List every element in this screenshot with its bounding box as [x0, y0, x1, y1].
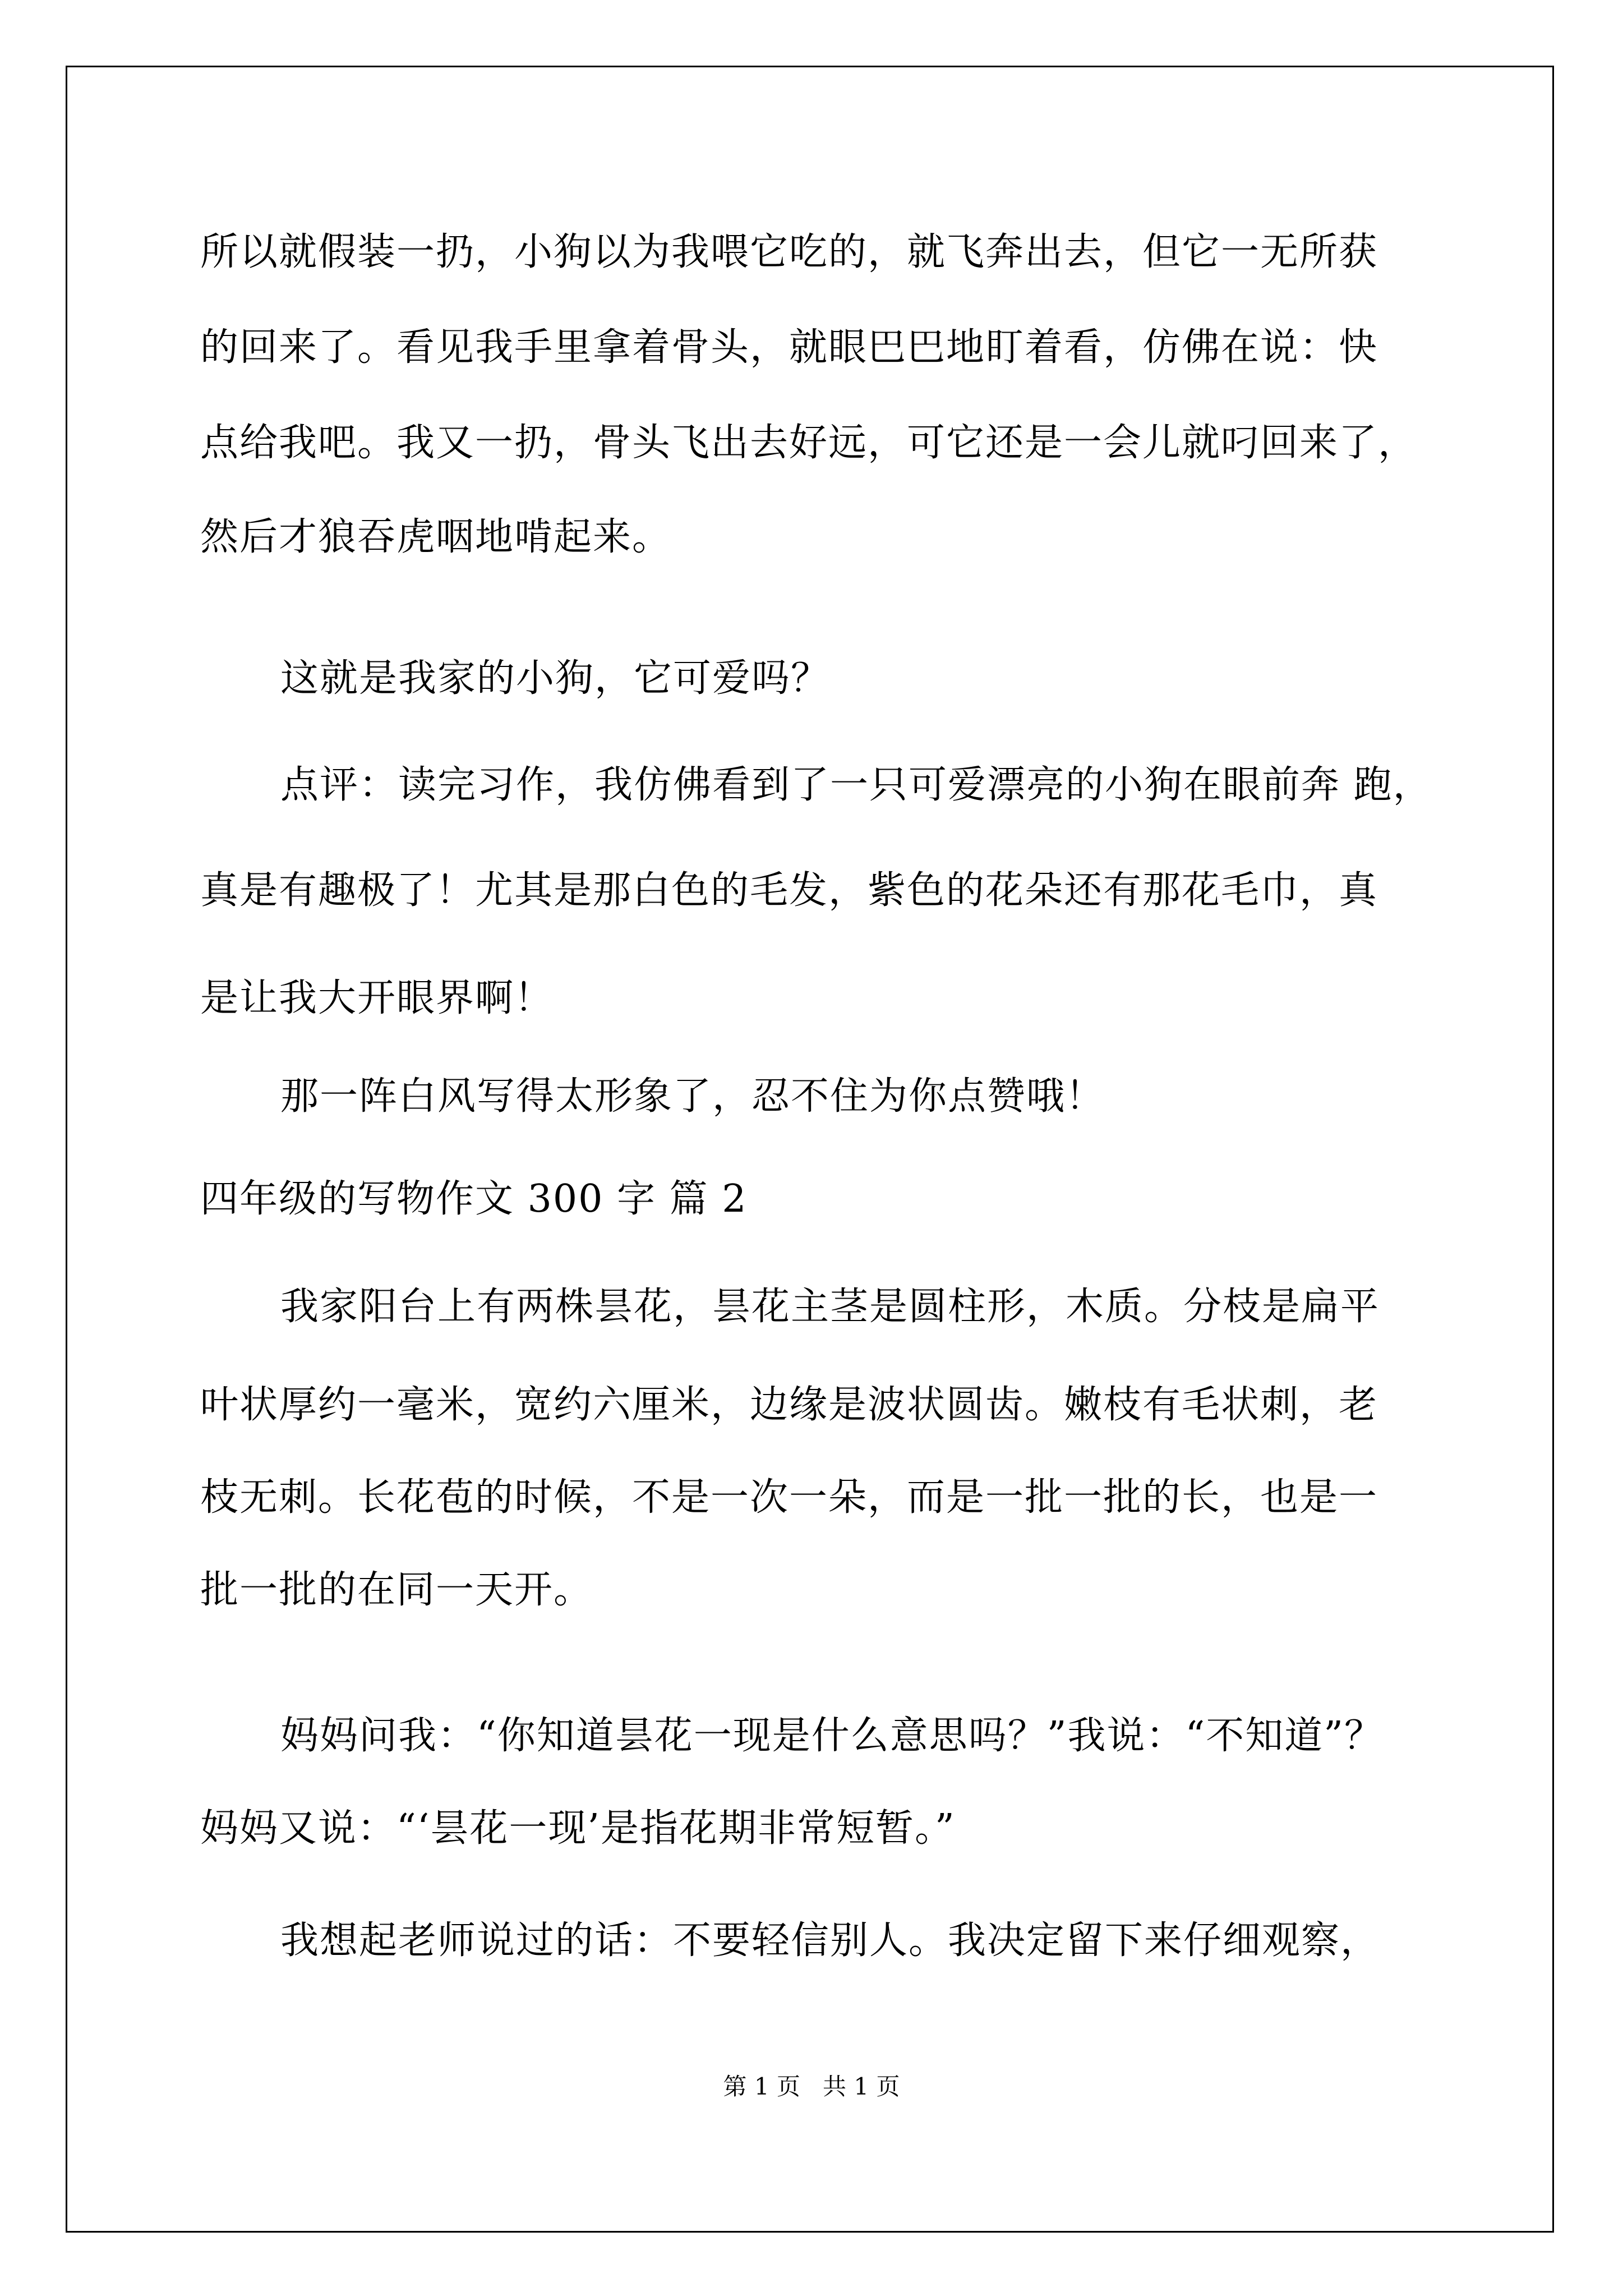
page-footer: 第 1 页 共 1 页: [723, 2073, 900, 2100]
body-text-line: 批一批的在同一天开。: [200, 1568, 593, 1612]
paragraph-first-line: 我想起老师说过的话：不要轻信别人。我决定留下来仔细观察，: [280, 1918, 1380, 1963]
body-text-line: 然后才狼吞虎咽地啃起来。: [200, 515, 672, 559]
body-text-line: 真是有趣极了！尤其是那白色的毛发，紫色的花朵还有那花毛巾，真: [200, 868, 1378, 913]
body-text-line: 所以就假装一扔，小狗以为我喂它吃的，就飞奔出去，但它一无所获: [200, 230, 1378, 274]
body-text-line: 点给我吧。我又一扔，骨头飞出去好远，可它还是一会儿就叼回来了，: [200, 421, 1418, 465]
body-text-line: 的回来了。看见我手里拿着骨头，就眼巴巴地盯着看，仿佛在说：快: [200, 325, 1378, 370]
page-border: [66, 66, 1554, 2233]
paragraph-first-line: 这就是我家的小狗，它可爱吗？: [280, 656, 831, 701]
body-text-line: 叶状厚约一毫米，宽约六厘米，边缘是波状圆齿。嫩枝有毛状刺，老: [200, 1383, 1378, 1427]
paragraph-first-line: 我家阳台上有两株昙花，昙花主茎是圆柱形，木质。分枝是扁平: [280, 1285, 1380, 1329]
paragraph-first-line: 妈妈问我：“你知道昙花一现是什么意思吗？”我说：“不知道”？: [280, 1714, 1384, 1758]
body-text-line: 是让我大开眼界啊！: [200, 976, 554, 1020]
paragraph-first-line: 那一阵白风写得太形象了，忍不住为你点赞哦！: [280, 1074, 1105, 1119]
body-text-line: 枝无刺。长花苞的时候，不是一次一朵，而是一批一批的长，也是一: [200, 1475, 1378, 1520]
paragraph-first-line: 点评：读完习作，我仿佛看到了一只可爱漂亮的小狗在眼前奔 跑，: [280, 763, 1432, 807]
body-text-line: 妈妈又说：“‘昙花一现’是指花期非常短暂。”: [200, 1806, 956, 1851]
section-heading: 四年级的写物作文 300 字 篇 2: [200, 1177, 748, 1221]
